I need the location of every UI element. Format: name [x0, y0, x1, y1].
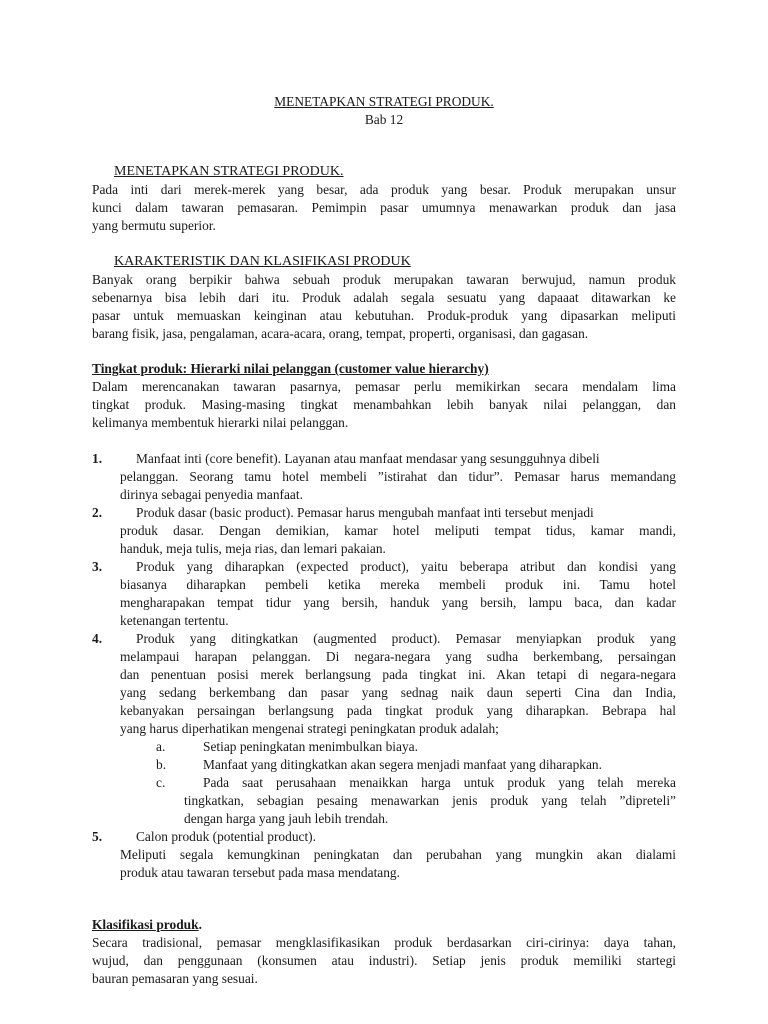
paragraph-line: yang bermutu superior.: [92, 218, 216, 233]
list-item-line: dirinya sebagai penyedia manfaat.: [120, 487, 303, 502]
section-heading-text: Klasifikasi produk: [92, 917, 199, 932]
list-item-line: Calon produk (potential product).: [136, 829, 316, 844]
sublist-item-line: Setiap peningkatan menimbulkan biaya.: [203, 739, 418, 754]
section-heading-karakteristik: KARAKTERISTIK DAN KLASIFIKASI PRODUK: [114, 254, 411, 269]
list-item-line: Produk yang ditingkatkan (augmented product). Pemasar menyiapkan produk yang: [136, 631, 676, 646]
list-item-line: pelanggan. Seorang tamu hotel membeli ”istirahat dan tidur”. Pemasar harus memandang: [120, 469, 676, 484]
list-number: 2.: [92, 505, 103, 520]
paragraph-line: sebenarnya bisa lebih dari itu. Produk adalah segala sesuatu yang dapaaat ditawarkan ke: [92, 290, 676, 305]
document-title: MENETAPKAN STRATEGI PRODUK.: [274, 94, 494, 109]
chapter-label: Bab 12: [364, 112, 404, 127]
section-heading-strategi: MENETAPKAN STRATEGI PRODUK.: [114, 164, 344, 179]
paragraph-line: barang fisik, jasa, pengalaman, acara-acara, orang, tempat, properti, organisasi, dan gagasan.: [92, 326, 589, 341]
list-item-line: biasanya diharapkan pembeli ketika mereka membeli produk ini. Tamu hotel: [120, 577, 676, 592]
list-item-line: dan penentuan posisi merek berlangsung pada tingkat ini. Akan tetapi di negara-negara: [120, 667, 676, 682]
paragraph-line: wujud, dan penggunaan (konsumen atau industri). Setiap jenis produk memiliki startegi: [92, 953, 676, 968]
list-item-line: ketenangan tertentu.: [120, 613, 229, 628]
list-item-line: handuk, meja tulis, meja rias, dan lemari pakaian.: [120, 541, 386, 556]
paragraph-line: kelimanya membentuk hierarki nilai pelanggan.: [92, 415, 349, 430]
list-number: 3.: [92, 559, 103, 574]
paragraph-line: Pada inti dari merek-merek yang besar, ada produk yang besar. Produk merupakan unsur: [92, 182, 676, 197]
paragraph-line: pasar untuk memuaskan keinginan atau kebutuhan. Produk-produk yang dipasarkan meliputi: [92, 308, 676, 323]
list-item-line: yang sedang berkembang dan pasar yang sednag naik daun seperti Cina dan India,: [120, 685, 676, 700]
paragraph-line: Secara tradisional, pemasar mengklasifikasikan produk berdasarkan ciri-cirinya: daya tahan,: [92, 935, 676, 950]
heading-period: .: [198, 917, 202, 932]
paragraph-line: kunci dalam tawaran pemasaran. Pemimpin pasar umumnya menawarkan produk dan jasa: [92, 200, 676, 215]
sublist-item-line: dengan harga yang jauh lebih trendah.: [184, 811, 389, 826]
sublist-letter: b.: [156, 757, 167, 772]
list-item-line: mengharapakan tempat tidur yang bersih, handuk yang bersih, lampu baca, dan kadar: [120, 595, 676, 610]
sublist-item-line: tingkatkan, sebagian pesaing menawarkan jenis produk yang telah ”dipreteli”: [184, 793, 676, 808]
list-item-line: Produk dasar (basic product). Pemasar harus mengubah manfaat inti tersebut menjadi: [136, 505, 594, 520]
sublist-item-line: Manfaat yang ditingkatkan akan segera menjadi manfaat yang diharapkan.: [203, 757, 602, 772]
list-item-line: produk dasar. Dengan demikian, kamar hotel meliputi tempat tidus, kamar mandi,: [120, 523, 676, 538]
section-heading-klasifikasi: [92, 916, 202, 934]
list-number: 1.: [92, 451, 103, 466]
list-item-line: Meliputi segala kemungkinan peningkatan dan perubahan yang mungkin akan dialami: [120, 847, 676, 862]
list-item-line: melampaui harapan pelanggan. Di negara-negara yang sudha berkembang, persaingan: [120, 649, 676, 664]
list-item-line: produk atau tawaran tersebut pada masa mendatang.: [120, 865, 400, 880]
paragraph-line: Banyak orang berpikir bahwa sebuah produk merupakan tawaran berwujud, namun produk: [92, 272, 676, 287]
section-heading-tingkat-produk: Tingkat produk: Hierarki nilai pelanggan (customer value hierarchy): [92, 361, 489, 376]
sublist-letter: a.: [156, 739, 166, 754]
list-item-line: Manfaat inti (core benefit). Layanan atau manfaat mendasar yang sesungguhnya dibeli: [136, 451, 600, 466]
list-item-line: yang harus diperhatikan mengenai strategi peningkatan produk adalah;: [120, 721, 499, 736]
list-number: 4.: [92, 631, 103, 646]
list-number: 5.: [92, 829, 103, 844]
list-item-line: kebanyakan persaingan berlangsung pada tingkat produk yang diharapkan. Bebrapa hal: [120, 703, 676, 718]
sublist-letter: c.: [156, 775, 166, 790]
paragraph-line: Dalam merencanakan tawaran pasarnya, pemasar perlu memikirkan secara mendalam lima: [92, 379, 676, 394]
list-item-line: Produk yang diharapkan (expected product), yaitu beberapa atribut dan kondisi yang: [136, 559, 676, 574]
paragraph-line: tingkat produk. Masing-masing tingkat menambahkan lebih banyak nilai pelanggan, dan: [92, 397, 676, 412]
paragraph-line: bauran pemasaran yang sesuai.: [92, 971, 258, 986]
sublist-item-line: Pada saat perusahaan menaikkan harga untuk produk yang telah mereka: [203, 775, 676, 790]
